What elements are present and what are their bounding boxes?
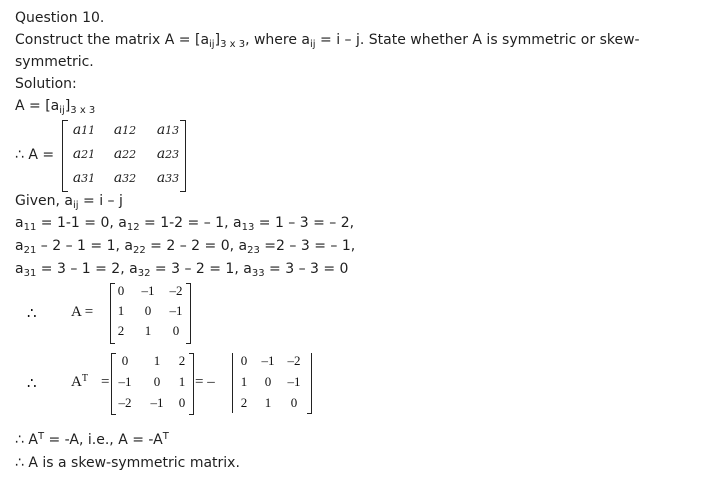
definition-line xyxy=(15,97,95,115)
therefore-symbol-2: ∴ xyxy=(27,376,37,392)
matrix-neg-a-cell: 1 xyxy=(240,374,248,389)
calculation-line: $a_{31} = 3 - 1 = 2$, $a_{32} = 3 - 2 = 1$, $a_{33} = 3 - 3 = 0$ xyxy=(15,261,349,279)
given-part: = i – j xyxy=(78,193,123,209)
matrix-at-cell: 0 xyxy=(178,395,186,410)
generic-matrix-cell: a32 xyxy=(113,170,137,186)
question-text-part: ] xyxy=(214,32,221,48)
equals-minus: = – xyxy=(195,374,215,390)
subscript: ij xyxy=(59,105,65,116)
question-text-part: Construct the matrix A = [a xyxy=(15,32,210,48)
solution-label: Solution: xyxy=(15,76,77,92)
calculation-line: $a_{11} = 1-1 = 0$, $a_{12} = 1-2$ = – 1, $a_{13} = 1 - 3$ = – 2, xyxy=(15,215,355,233)
matrix-a-cell: 1 xyxy=(144,323,152,338)
question-text xyxy=(15,31,640,49)
subscript: ij xyxy=(209,39,215,50)
given-line xyxy=(15,192,123,210)
generic-matrix-left-bracket xyxy=(62,120,68,192)
matrix-a-cell: 0 xyxy=(117,283,125,298)
matrix-neg-a-cell: 0 xyxy=(240,353,248,368)
matrix-at-cell: –2 xyxy=(118,395,132,410)
matrix-a-cell: 0 xyxy=(144,303,152,318)
matrix-neg-a-cell: –1 xyxy=(261,353,275,368)
conclusion-part: ∴ A xyxy=(15,432,38,448)
subscript: 3 x 3 xyxy=(70,105,96,116)
generic-matrix-cell: a31 xyxy=(72,170,96,186)
superscript: T xyxy=(37,431,45,442)
matrix-neg-a-cell: 1 xyxy=(264,395,272,410)
matrix-neg-a-cell: 0 xyxy=(290,395,298,410)
question-text-part: , where a xyxy=(245,32,310,48)
given-part: Given, a xyxy=(15,193,73,209)
matrix-at-cell: –1 xyxy=(150,395,164,410)
generic-matrix-cell: a22 xyxy=(113,146,137,162)
generic-matrix-cell: a23 xyxy=(156,146,180,162)
matrix-neg-a-cell: –1 xyxy=(287,374,301,389)
question-text-line2: symmetric. xyxy=(15,54,94,70)
therefore-symbol: ∴ xyxy=(27,306,37,322)
generic-matrix-cell: a13 xyxy=(156,122,180,138)
matrix-a-cell: 1 xyxy=(117,303,125,318)
generic-matrix-cell: a21 xyxy=(72,146,96,162)
conclusion-1 xyxy=(15,431,169,449)
matrix-a-cell: –2 xyxy=(169,283,183,298)
subscript: ij xyxy=(310,39,316,50)
matrix-at-cell: 0 xyxy=(153,374,161,389)
matrix-a-cell: 2 xyxy=(117,323,125,338)
matrix-at-cell: 0 xyxy=(121,353,129,368)
generic-matrix-cell: a33 xyxy=(156,170,180,186)
definition-part: A = [a xyxy=(15,98,60,114)
matrix-a-cell: 0 xyxy=(172,323,180,338)
matrix-at-label xyxy=(71,373,88,391)
conclusion-2: ∴ A is a skew-symmetric matrix. xyxy=(15,455,240,471)
matrix-a-label: A = xyxy=(71,304,94,320)
matrix-a-cell: –1 xyxy=(141,283,155,298)
question-text-part: = i – j. State whether A is symmetric or skew- xyxy=(315,32,640,48)
superscript: T xyxy=(162,431,169,442)
question-title: Question 10. xyxy=(15,10,105,26)
definition-part: ] xyxy=(64,98,71,114)
conclusion-part: = -A, i.e., A = -A xyxy=(44,432,163,448)
subscript: 3 x 3 xyxy=(220,39,246,50)
matrix-neg-a-cell: 2 xyxy=(240,395,248,410)
matrix-at-cell: 1 xyxy=(178,374,186,389)
matrix-at-cell: –1 xyxy=(118,374,132,389)
subscript: ij xyxy=(73,200,79,211)
matrix-at-cell: 1 xyxy=(153,353,161,368)
matrix-neg-a-cell: 0 xyxy=(264,374,272,389)
matrix-a-cell: –1 xyxy=(169,303,183,318)
matrix-at-equals: = xyxy=(101,374,110,390)
matrix-at-cell: 2 xyxy=(178,353,186,368)
matrix-neg-a-cell: –2 xyxy=(287,353,301,368)
generic-matrix-cell: a11 xyxy=(72,122,96,138)
matrix-at-letter: A xyxy=(71,374,82,390)
calculation-line: $a_{21} - 2 - 1 = 1$, $a_{22} = 2 - 2 = 0$, $a_{23} =2 - 3$ = – 1, xyxy=(15,238,356,256)
generic-matrix-cell: a12 xyxy=(113,122,137,138)
generic-matrix-label: ∴ A = xyxy=(15,147,55,163)
superscript: T xyxy=(81,373,88,384)
